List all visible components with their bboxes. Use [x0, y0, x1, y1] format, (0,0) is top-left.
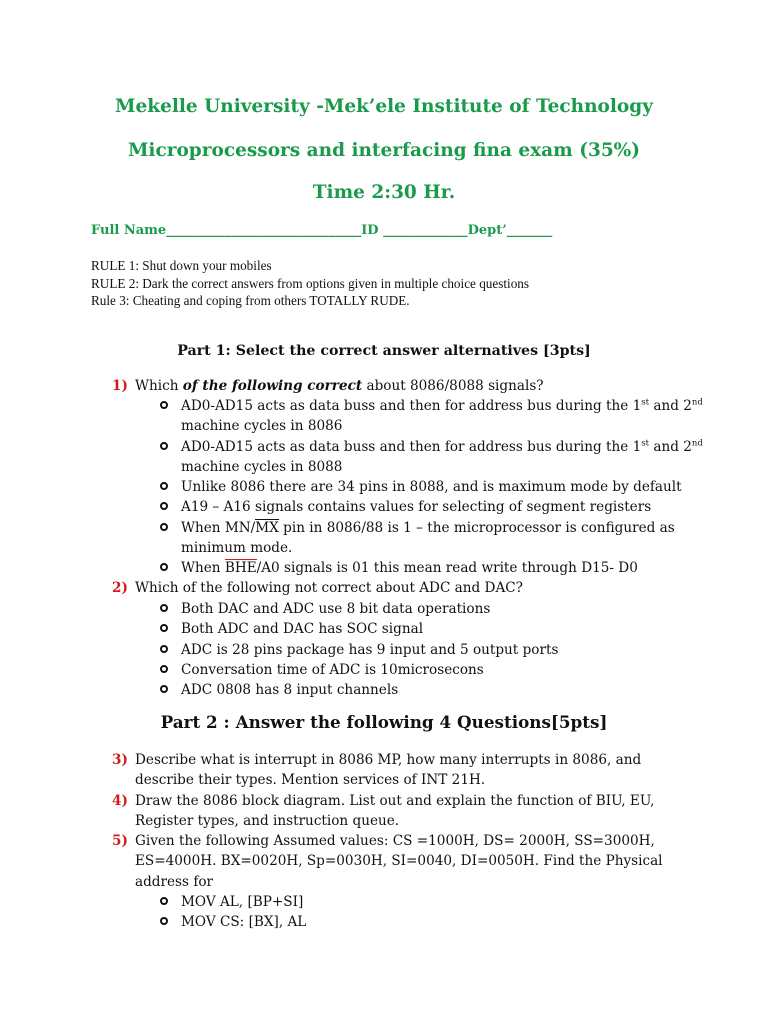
radio-circle-icon[interactable] [160, 665, 168, 673]
course-title: Microprocessors and interfacing fina exam (35%) [127, 140, 641, 161]
radio-circle-icon[interactable] [160, 897, 168, 905]
question-number: 4) [112, 793, 128, 809]
question-number: 2) [112, 580, 128, 596]
question-text: Given the following Assumed values: CS =1000H, DS= 2000H, SS=3000H, [135, 833, 655, 849]
question-number: 3) [112, 752, 128, 768]
rule-3: Rule 3: Cheating and coping from others TOTALLY RUDE. [91, 293, 410, 308]
radio-circle-icon[interactable] [160, 645, 168, 653]
question-text: Which of the following correct about 8086/8088 signals? [135, 378, 544, 394]
radio-circle-icon[interactable] [160, 563, 168, 571]
radio-circle-icon[interactable] [160, 624, 168, 632]
radio-circle-icon[interactable] [160, 685, 168, 693]
radio-circle-icon[interactable] [160, 502, 168, 510]
rule-1: RULE 1: Shut down your mobiles [91, 258, 272, 273]
radio-circle-icon[interactable] [160, 604, 168, 612]
question-text: Describe what is interrupt in 8086 MP, how many interrupts in 8086, and [135, 752, 642, 768]
question-number: 5) [112, 833, 128, 849]
radio-circle-icon[interactable] [160, 523, 168, 531]
university-title: Mekelle University -Mek’ele Institute of Technology [115, 96, 653, 117]
rule-2: RULE 2: Dark the correct answers from options given in multiple choice questions [91, 275, 530, 291]
exam-time: Time 2:30 Hr. [312, 182, 456, 203]
question-number: 1) [112, 378, 128, 394]
student-info-line: Full Name______________________________ID _____________Dept’_______ [91, 223, 553, 238]
rules-block [91, 257, 529, 310]
exam-page: Mekelle University -Mek’ele Institute of Technology Microprocessors and interfacing fina exam (35%) Time 2:30 Hr. Full Name______________________________ID _____________Dept’_______ RULE 1: Shut down your mobiles RULE 2: Dark the correct answers from options given in multiple choice questions Rule 3: Cheating and coping from others TOTALLY RUDE. Part 1: Select the correct answer alternatives [3pts] 1) Which of the following correct about 8086/8088 signals? AD0-AD15 acts as data buss and then for address bus during the 1st and 2nd machine cycles in 8086 AD0-AD15 acts as data buss and then for address bus during the 1st and 2nd machine cycles in 8088 Unlike 8086 there are 34 pins in 8088, and is maximum mode by default A19 – A16 signals contains values for selecting of segment registers When MN/MX pin in 8086/88 is 1 – the microprocessor is configured as minimum mode. When BHE/A0 signals is 01 this mean read write through D15- D0 2) Which of the following not correct about ADC and DAC? Both DAC and ADC use 8 bit data operations Both ADC and DAC has SOC signal ADC is 28 pins package has 9 input and 5 output ports Conversation time of ADC is 10microsecons ADC 0808 has 8 input channels Part 2 : Answer the following 4 Questions[5pts] 3) Describe what is interrupt in 8086 MP, how many interrupts in 8086, and describe their types. Mention services of INT 21H. 4) Draw the 8086 block diagram. List out and explain the function of BIU, EU, Register types, and instruction queue. 5) Given the following Assumed values: CS =1000H, DS= 2000H, SS=3000H, ES=4000H. BX=0020H, Sp=0030H, SI=0040, DI=0050H. Find the Physical address for MOV AL, [BP+SI] MOV CS: [BX], AL [0, 0, 768, 1024]
radio-circle-icon[interactable] [160, 401, 168, 409]
radio-circle-icon[interactable] [160, 482, 168, 490]
part1-heading: Part 1: Select the correct answer alternatives [3pts] [177, 343, 591, 359]
radio-circle-icon[interactable] [160, 917, 168, 925]
question-text: Draw the 8086 block diagram. List out and explain the function of BIU, EU, [135, 793, 655, 809]
question-text: Which of the following not correct about ADC and DAC? [135, 580, 523, 596]
radio-circle-icon[interactable] [160, 442, 168, 450]
part2-heading: Part 2 : Answer the following 4 Questions[5pts] [160, 712, 608, 732]
